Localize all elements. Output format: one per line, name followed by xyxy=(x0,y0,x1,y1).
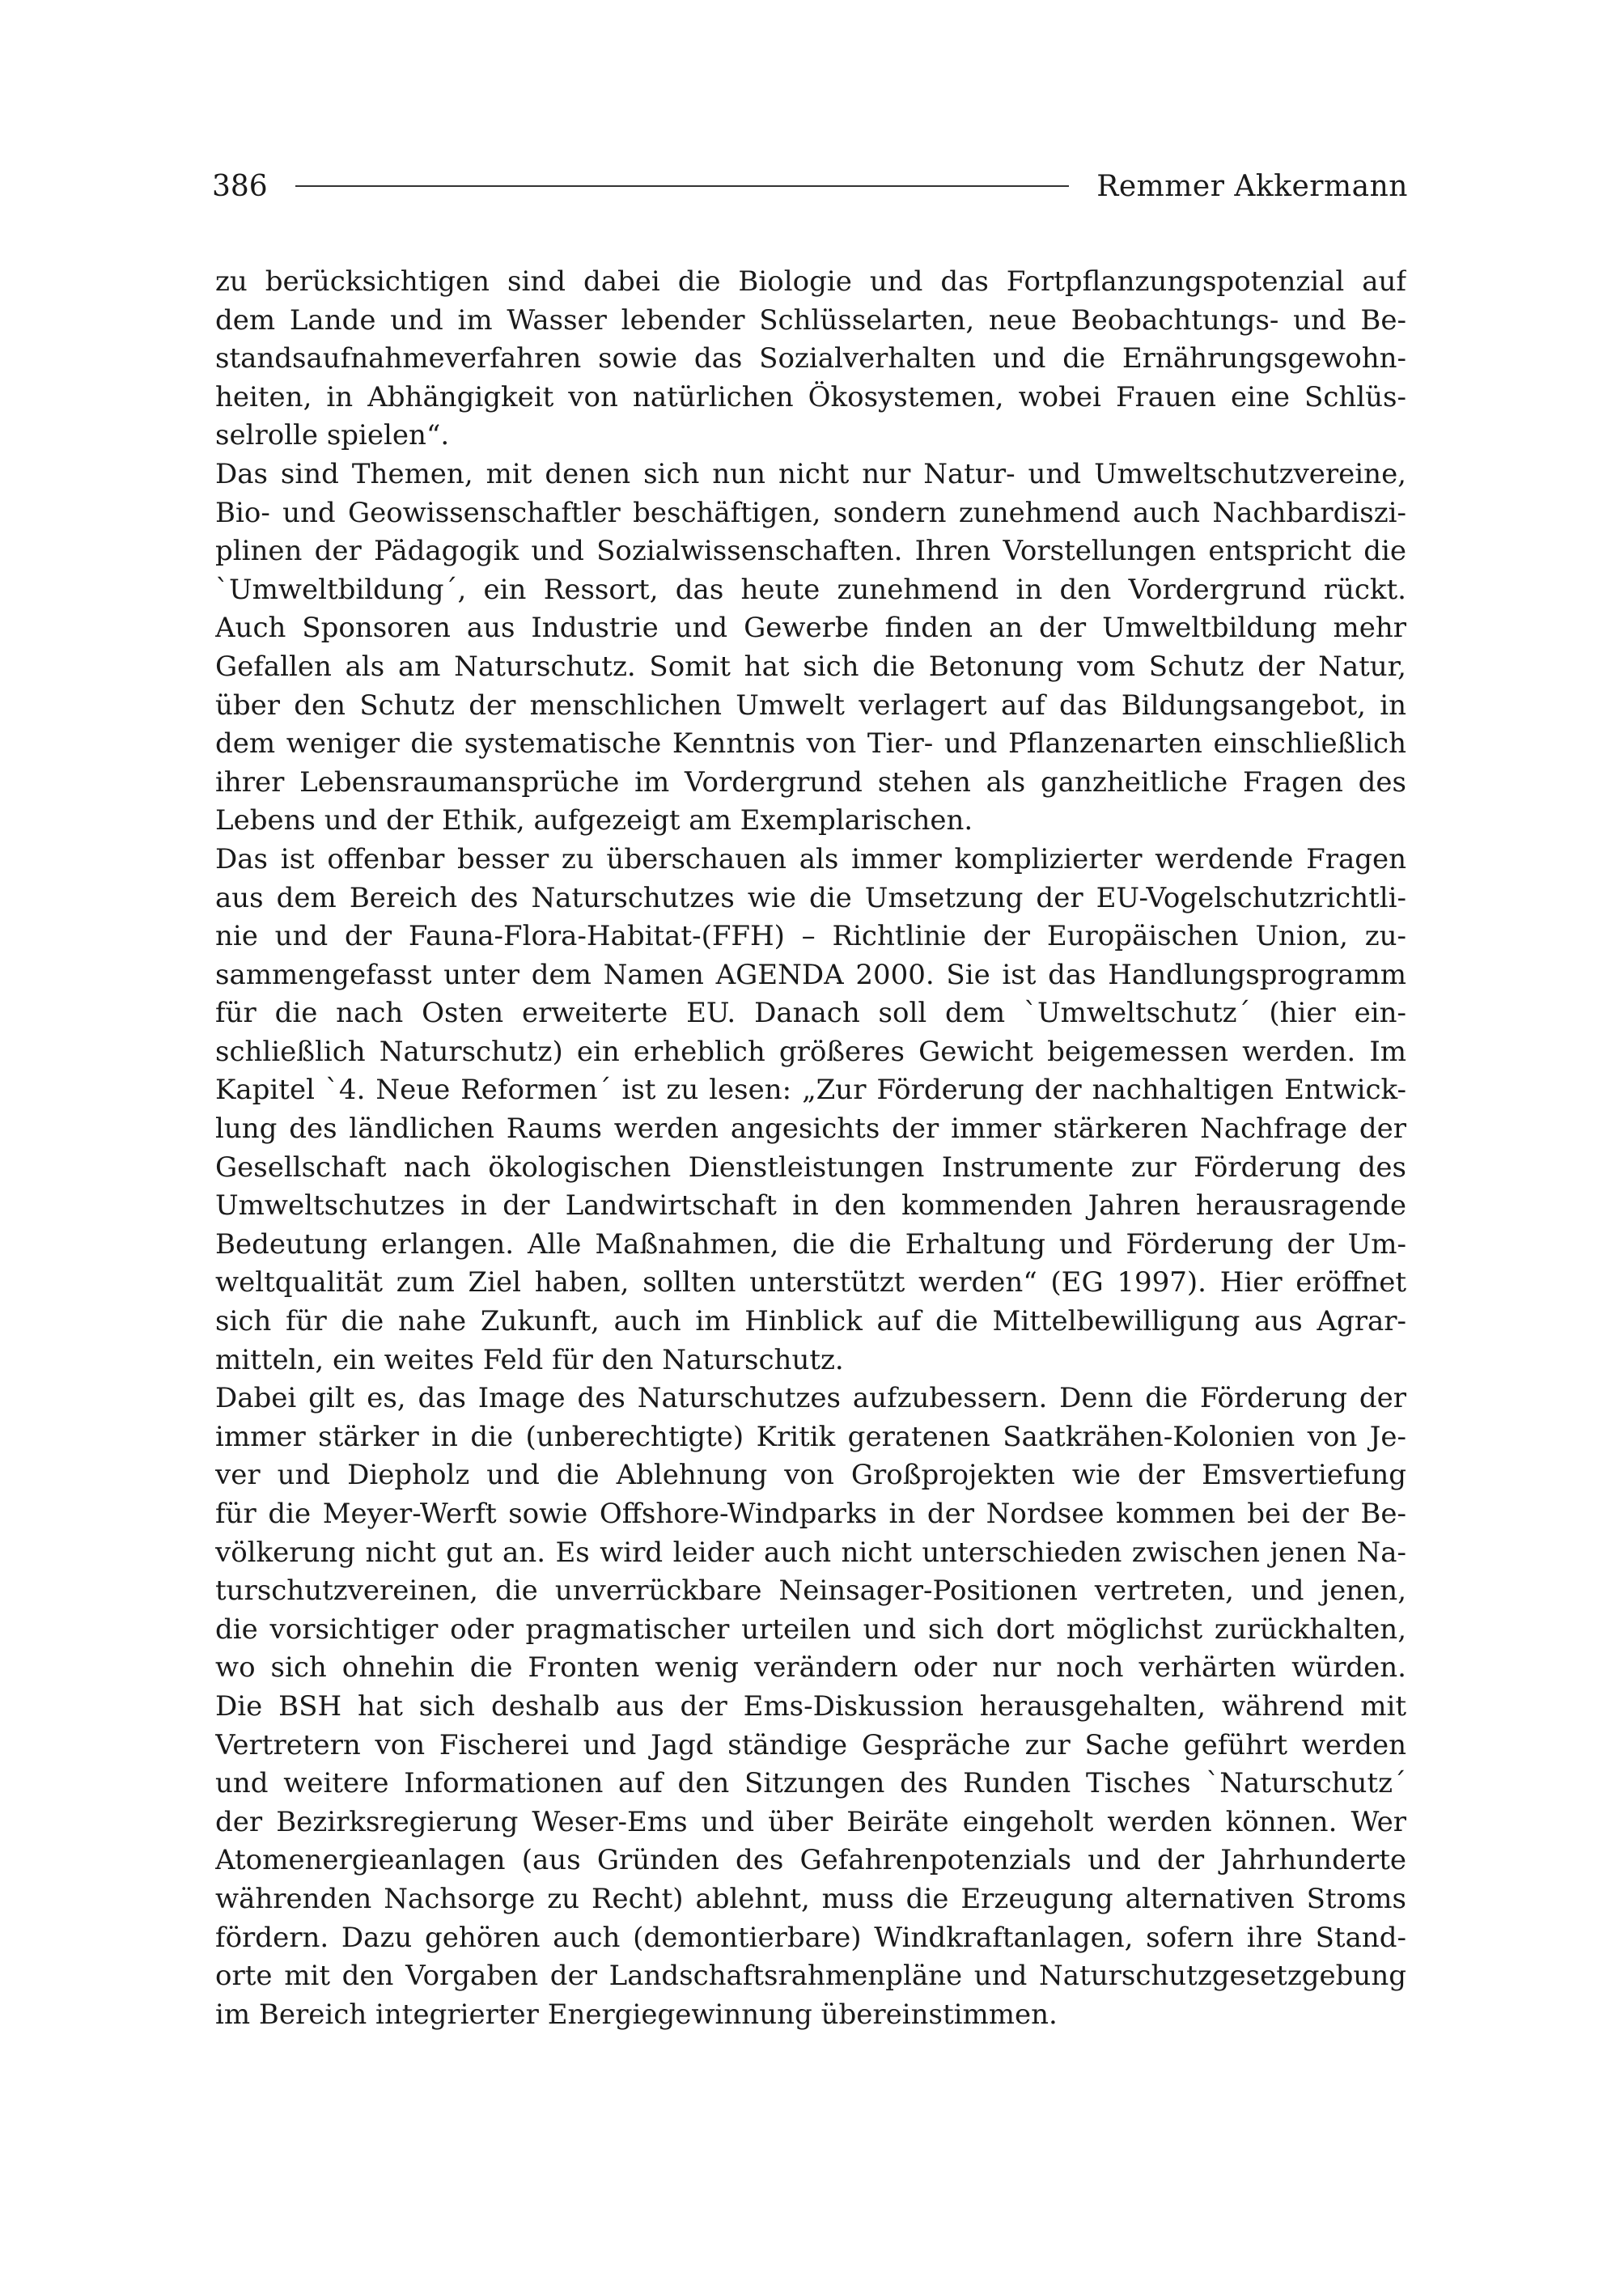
text-line: plinen der Pädagogik und Sozialwissenschaften. Ihren Vorstellungen entspricht die xyxy=(215,535,1406,568)
text-line: Umweltschutzes in der Landwirtschaft in den kommenden Jahren herausragende xyxy=(215,1189,1406,1223)
paragraph xyxy=(215,456,1406,841)
text-line: aus dem Bereich des Naturschutzes wie die Umsetzung der EU-Vogelschutzrichtli- xyxy=(215,881,1406,914)
text-line: orte mit den Vorgaben der Landschaftsrahmenpläne und Naturschutzgesetzgebung xyxy=(215,1960,1406,1993)
page-number: 386 xyxy=(212,169,268,203)
text-line: ver und Diepholz und die Ablehnung von Großprojekten wie der Emsvertiefung xyxy=(215,1459,1406,1492)
body-text xyxy=(215,263,1406,2034)
text-line: für die Meyer-Werft sowie Offshore-Windparks in der Nordsee kommen bei der Be- xyxy=(215,1498,1406,1530)
text-line: selrolle spielen“. xyxy=(215,419,450,452)
text-line: weltqualität zum Ziel haben, sollten unterstützt werden“ (EG 1997). Hier eröffnet xyxy=(215,1266,1406,1299)
text-line: die vorsichtiger oder pragmatischer urteilen und sich dort möglichst zurückhalten, xyxy=(215,1613,1406,1646)
text-line: über den Schutz der menschlichen Umwelt verlagert auf das Bildungsangebot, in xyxy=(215,689,1406,722)
text-line: dem Lande und im Wasser lebender Schlüsselarten, neue Beobachtungs- und Be- xyxy=(215,303,1406,337)
text-line: dem weniger die systematische Kenntnis von Tier- und Pflanzenarten einschließlich xyxy=(215,727,1406,761)
text-line: turschutzvereinen, die unverrückbare Neinsager-Positionen vertreten, und jenen, xyxy=(215,1575,1406,1608)
text-line: fördern. Dazu gehören auch (demontierbare) Windkraftanlagen, sofern ihre Stand- xyxy=(215,1921,1406,1954)
header-rule xyxy=(295,185,1070,187)
text-line: standsaufnahmeverfahren sowie das Sozialverhalten und die Ernährungsgewohn- xyxy=(215,342,1406,375)
text-line: heiten, in Abhängigkeit von natürlichen Ökosystemen, wobei Frauen eine Schlüs- xyxy=(215,380,1406,413)
page-header xyxy=(212,162,1408,210)
text-line: völkerung nicht gut an. Es wird leider auch nicht unterschieden zwischen jenen Na- xyxy=(215,1536,1406,1569)
text-line: schließlich Naturschutz) ein erheblich größeres Gewicht beigemessen werden. Im xyxy=(215,1035,1406,1068)
text-line: Gefallen als am Naturschutz. Somit hat sich die Betonung vom Schutz der Natur, xyxy=(215,650,1406,683)
text-line: wo sich ohnehin die Fronten wenig verändern oder nur noch verhärten würden. xyxy=(215,1651,1406,1685)
text-line: `Umweltbildung´, ein Ressort, das heute zunehmend in den Vordergrund rückt. xyxy=(215,573,1406,606)
text-line: sich für die nahe Zukunft, auch im Hinblick auf die Mittelbewilligung aus Agrar- xyxy=(215,1305,1406,1338)
text-line: Die BSH hat sich deshalb aus der Ems-Diskussion herausgehalten, während mit xyxy=(215,1689,1406,1723)
text-line: Das ist offenbar besser zu überschauen als immer komplizierter werdende Fragen xyxy=(215,842,1406,875)
text-line: Das sind Themen, mit denen sich nun nicht nur Natur- und Umweltschutzvereine, xyxy=(215,457,1406,490)
text-line: sammengefasst unter dem Namen AGENDA 2000. Sie ist das Handlungsprogramm xyxy=(215,958,1406,991)
text-line: und weitere Informationen auf den Sitzungen des Runden Tisches `Naturschutz´ xyxy=(215,1767,1406,1800)
text-line: Atomenergieanlagen (aus Gründen des Gefahrenpotenzials und der Jahrhunderte xyxy=(215,1844,1406,1877)
text-line: Bedeutung erlangen. Alle Maßnahmen, die die Erhaltung und Förderung der Um- xyxy=(215,1227,1406,1261)
text-line: Dabei gilt es, das Image des Naturschutzes aufzubessern. Denn die Förderung der xyxy=(215,1382,1406,1415)
text-line: mitteln, ein weites Feld für den Naturschutz. xyxy=(215,1343,844,1376)
text-line: im Bereich integrierter Energiegewinnung übereinstimmen. xyxy=(215,1998,1058,2031)
running-head-author: Remmer Akkermann xyxy=(1096,169,1408,203)
text-line: währenden Nachsorge zu Recht) ablehnt, muss die Erzeugung alternativen Stroms xyxy=(215,1882,1406,1915)
text-line: für die nach Osten erweiterte EU. Danach soll dem `Umweltschutz´ (hier ein- xyxy=(215,997,1406,1030)
text-line: Bio- und Geowissenschaftler beschäftigen, sondern zunehmend auch Nachbardiszi- xyxy=(215,496,1406,529)
text-line: der Bezirksregierung Weser-Ems und über Beiräte eingeholt werden können. Wer xyxy=(215,1805,1406,1838)
paragraph xyxy=(215,1380,1406,2034)
text-line: Auch Sponsoren aus Industrie und Gewerbe finden an der Umweltbildung mehr xyxy=(215,612,1406,645)
paragraph xyxy=(215,841,1406,1380)
text-line: Gesellschaft nach ökologischen Dienstleistungen Instrumente zur Förderung des xyxy=(215,1151,1406,1184)
paragraph xyxy=(215,263,1406,456)
text-line: nie und der Fauna-Flora-Habitat-(FFH) – Richtlinie der Europäischen Union, zu- xyxy=(215,920,1406,953)
text-line: immer stärker in die (unberechtigte) Kritik geratenen Saatkrähen-Kolonien von Je- xyxy=(215,1420,1406,1453)
text-line: lung des ländlichen Raums werden angesichts der immer stärkeren Nachfrage der xyxy=(215,1113,1406,1146)
text-line: Vertretern von Fischerei und Jagd ständige Gespräche zur Sache geführt werden xyxy=(215,1728,1406,1761)
text-line: Kapitel `4. Neue Reformen´ ist zu lesen: „Zur Förderung der nachhaltigen Entwick- xyxy=(215,1074,1406,1107)
text-line: ihrer Lebensraumansprüche im Vordergrund stehen als ganzheitliche Fragen des xyxy=(215,765,1406,799)
text-line: zu berücksichtigen sind dabei die Biologie und das Fortpflanzungspotenzial auf xyxy=(215,265,1406,298)
text-line: Lebens und der Ethik, aufgezeigt am Exemplarischen. xyxy=(215,804,973,837)
